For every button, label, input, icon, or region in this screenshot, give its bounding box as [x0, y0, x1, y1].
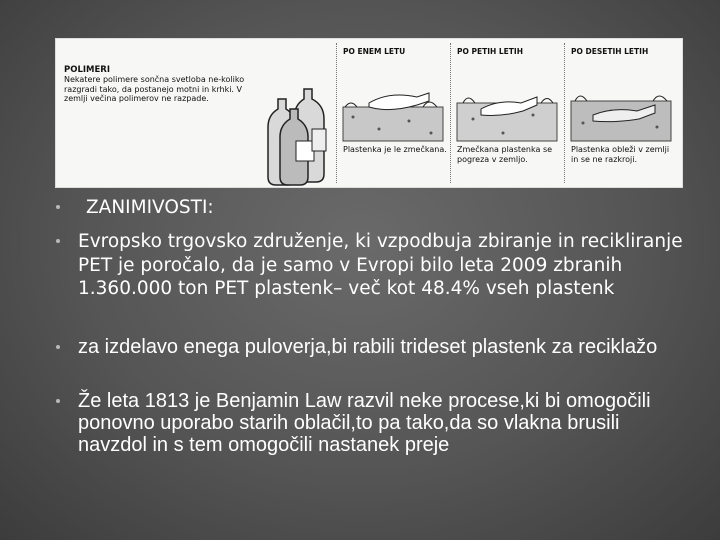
bullet-text: Evropsko trgovsko združenje, ki vzpodbuja zbiranje in recikliranje PET je poročalo, da je samo v Evropi bilo leta 2009 zbranih 1.360.000 ton PET plastenk– več kot 48.4% vseh plastenk [78, 231, 683, 299]
bullet-text: Že leta 1813 je Benjamin Law razvil neke procese,ki bi omogočili ponovno uporabo starih oblačil,to pa tako,da so vlakna brusili navzdol in s tem omogočili nastanek preje [78, 390, 651, 456]
bullet-item-sweater [78, 336, 690, 358]
panel-title: PO ENEM LETU [343, 47, 406, 56]
panel-title: PO PETIH LETIH [457, 47, 523, 56]
polymers-box-title: POLIMERI [64, 65, 111, 75]
panel-caption: Plastenka je le zmečkana. [343, 145, 447, 154]
panel-title: PO DESETIH LETIH [571, 47, 649, 56]
bullet-dot [56, 205, 60, 209]
polymers-box-text: Nekatere polimere sončna svetloba ne-koliko razgradi tako, da postanejo motni in krhki. V zemlji večina polimerov ne razpade. [64, 75, 245, 103]
bullet-item-pet-recycling [78, 230, 690, 301]
bullet-item-history [78, 390, 690, 456]
panel-caption: Zmečkana plastenka se pogreza v zemljo. [457, 145, 553, 164]
bullet-dot [56, 345, 60, 349]
bullet-dot [56, 239, 60, 243]
bullet-item-heading [86, 196, 686, 220]
bullet-text: ZANIMIVOSTI: [86, 197, 214, 218]
bullet-dot [56, 399, 60, 403]
bullet-text: za izdelavo enega puloverja,bi rabili trideset plastenk za reciklažo [78, 336, 658, 358]
panel-caption: Plastenka obleži v zemlji in se ne razkroji. [571, 145, 670, 164]
